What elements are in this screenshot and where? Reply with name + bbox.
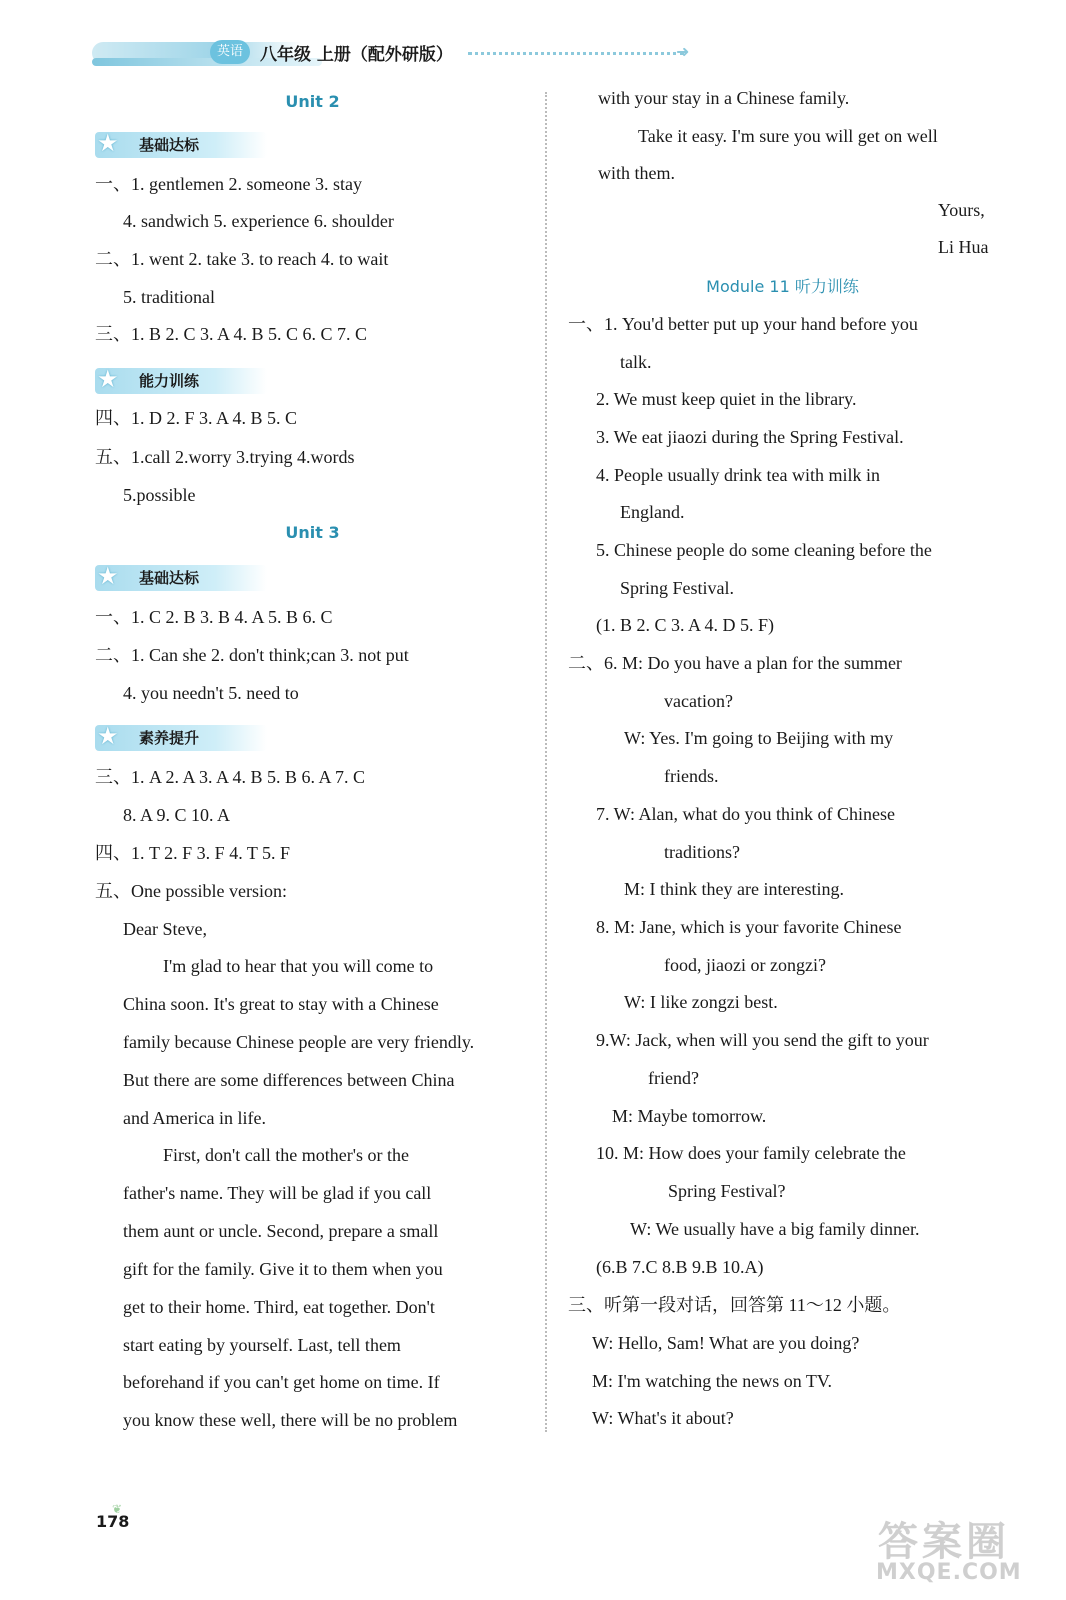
answer-line: 二、1. Can she 2. don't think;can 3. not put xyxy=(95,645,409,665)
section-label-literacy xyxy=(95,725,267,751)
transcript-line: 5. Chinese people do some cleaning before the xyxy=(596,540,932,560)
answer-line: 4. you needn't 5. need to xyxy=(123,683,299,703)
watermark-url: MXQE.COM xyxy=(876,1560,1022,1585)
transcript-line: 2. We must keep quiet in the library. xyxy=(596,389,857,409)
answer-line: 三、1. A 2. A 3. A 4. B 5. B 6. A 7. C xyxy=(95,767,366,787)
answer-line: 三、1. B 2. C 3. A 4. B 5. C 6. C 7. C xyxy=(95,324,368,344)
leaf-icon: ❦ xyxy=(112,1502,123,1516)
transcript-line: England. xyxy=(620,502,685,522)
answer-line: 8. A 9. C 10. A xyxy=(123,805,231,825)
answer-line: 二、1. went 2. take 3. to reach 4. to wait xyxy=(95,249,389,269)
transcript-line: 8. M: Jane, which is your favorite Chinese xyxy=(596,917,902,937)
transcript-line: Spring Festival? xyxy=(668,1181,786,1201)
page-number xyxy=(96,1502,136,1538)
transcript-line: W: What's it about? xyxy=(592,1408,734,1428)
unit-3-title: Unit 3 xyxy=(285,523,340,542)
subject-badge: 英语 xyxy=(210,40,250,64)
letter-line: them aunt or uncle. Second, prepare a small xyxy=(123,1221,439,1241)
book-title: 八年级 上册（配外研版） xyxy=(260,45,453,65)
section-label-text: 基础达标 xyxy=(139,136,200,154)
letter-line: family because Chinese people are very friendly. xyxy=(123,1032,475,1052)
letter-line: But there are some differences between China xyxy=(123,1070,455,1090)
transcript-line: 9.W: Jack, when will you send the gift to your xyxy=(596,1030,929,1050)
page-number-text: 178 xyxy=(96,1512,130,1531)
transcript-line: 7. W: Alan, what do you think of Chinese xyxy=(596,804,895,824)
transcript-line: 二、6. M: Do you have a plan for the summer xyxy=(568,653,902,673)
answer-line: 5.possible xyxy=(123,485,196,505)
letter-line: get to their home. Third, eat together. Don't xyxy=(123,1297,435,1317)
letter-line: beforehand if you can't get home on time. If xyxy=(123,1372,440,1392)
letter-line: with them. xyxy=(598,163,675,183)
unit-2-title: Unit 2 xyxy=(285,92,340,111)
transcript-line: 一、1. You'd better put up your hand before you xyxy=(568,314,918,334)
transcript-line: W: Yes. I'm going to Beijing with my xyxy=(624,728,894,748)
header-dotted-line xyxy=(468,52,684,55)
transcript-line: food, jiaozi or zongzi? xyxy=(664,955,826,975)
transcript-line: traditions? xyxy=(664,842,740,862)
letter-line: First, don't call the mother's or the xyxy=(163,1145,409,1165)
transcript-line: W: We usually have a big family dinner. xyxy=(630,1219,920,1239)
letter-line: father's name. They will be glad if you call xyxy=(123,1183,432,1203)
module-11-title: Module 11 听力训练 xyxy=(706,277,859,296)
letter-line: Dear Steve, xyxy=(123,919,207,939)
answer-line: (6.B 7.C 8.B 9.B 10.A) xyxy=(596,1257,764,1277)
transcript-line: vacation? xyxy=(664,691,733,711)
answer-line: 四、1. T 2. F 3. F 4. T 5. F xyxy=(95,843,291,863)
transcript-line: friends. xyxy=(664,766,719,786)
star-icon: ★ xyxy=(97,367,119,393)
letter-signature: Li Hua xyxy=(938,237,989,257)
letter-line: China soon. It's great to stay with a Chinese xyxy=(123,994,439,1014)
answer-line: (1. B 2. C 3. A 4. D 5. F) xyxy=(596,615,775,635)
transcript-line: Spring Festival. xyxy=(620,578,735,598)
page-header xyxy=(92,40,712,72)
letter-closing: Yours, xyxy=(938,200,985,220)
answer-line: 5. traditional xyxy=(123,287,215,307)
transcript-line: 3. We eat jiaozi during the Spring Festival. xyxy=(596,427,904,447)
arrow-right-icon: ➜ xyxy=(676,44,690,61)
transcript-line: 10. M: How does your family celebrate the xyxy=(596,1143,906,1163)
star-icon: ★ xyxy=(97,564,119,590)
answer-line: 五、One possible version: xyxy=(95,881,287,901)
watermark-logo-text: 答案圈 xyxy=(878,1519,1010,1565)
transcript-line: 4. People usually drink tea with milk in xyxy=(596,465,880,485)
section-label-basic xyxy=(95,565,267,591)
section-label-text: 素养提升 xyxy=(139,729,200,747)
letter-line: Take it easy. I'm sure you will get on well xyxy=(638,126,938,146)
star-icon: ★ xyxy=(97,131,119,157)
transcript-line: W: Hello, Sam! What are you doing? xyxy=(592,1333,860,1353)
transcript-line: friend? xyxy=(648,1068,699,1088)
letter-line: gift for the family. Give it to them when you xyxy=(123,1259,443,1279)
letter-line: I'm glad to hear that you will come to xyxy=(163,956,434,976)
letter-line: and America in life. xyxy=(123,1108,266,1128)
column-divider xyxy=(545,92,547,1432)
transcript-line: M: I think they are interesting. xyxy=(624,879,844,899)
letter-line: with your stay in a Chinese family. xyxy=(598,88,850,108)
answer-line: 一、1. gentlemen 2. someone 3. stay xyxy=(95,174,362,194)
transcript-line: M: Maybe tomorrow. xyxy=(612,1106,767,1126)
answer-line: 一、1. C 2. B 3. B 4. A 5. B 6. C xyxy=(95,607,333,627)
watermark xyxy=(872,1510,1062,1590)
answer-line: 五、1.call 2.worry 3.trying 4.words xyxy=(95,447,355,467)
letter-line: start eating by yourself. Last, tell them xyxy=(123,1335,401,1355)
section-label-text: 基础达标 xyxy=(139,569,200,587)
transcript-heading: 三、听第一段对话，回答第 11～12 小题。 xyxy=(568,1295,901,1315)
answer-line: 四、1. D 2. F 3. A 4. B 5. C xyxy=(95,408,298,428)
star-icon: ★ xyxy=(97,724,119,750)
section-label-ability xyxy=(95,368,267,394)
transcript-line: M: I'm watching the news on TV. xyxy=(592,1371,833,1391)
transcript-line: talk. xyxy=(620,352,652,372)
section-label-text: 能力训练 xyxy=(139,372,200,390)
section-label-basic xyxy=(95,132,267,158)
transcript-line: W: I like zongzi best. xyxy=(624,992,778,1012)
letter-line: you know these well, there will be no problem xyxy=(123,1410,458,1430)
answer-line: 4. sandwich 5. experience 6. shoulder xyxy=(123,211,394,231)
